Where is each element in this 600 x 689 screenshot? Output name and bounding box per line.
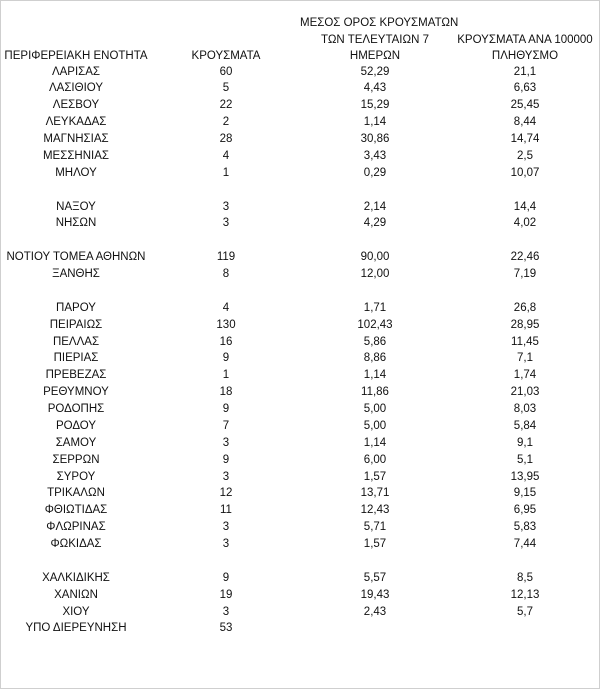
- region-cell: ΡΟΔΟΥ: [55, 419, 97, 432]
- avg7-cell: 1,57: [363, 538, 387, 550]
- per100k-cell: 14,4: [513, 200, 537, 213]
- header-avg7-line-3: ΗΜΕΡΩΝ: [349, 50, 401, 62]
- row-group: [0, 300, 600, 553]
- per100k-cell: 26,8: [513, 301, 537, 314]
- cases-cell: 3: [222, 200, 230, 213]
- region-cell: ΜΗΛΟΥ: [55, 166, 97, 179]
- table-row: [0, 502, 600, 519]
- per100k-cell: 21,03: [510, 386, 540, 399]
- table-row: [0, 401, 600, 418]
- table-header: [0, 1, 600, 65]
- header-avg7-line-2: ΤΩΝ ΤΕΛΕΥΤΑΙΩΝ 7: [321, 33, 429, 46]
- avg7-cell: 4,43: [363, 82, 387, 95]
- cases-cell: 3: [222, 605, 230, 618]
- row-group: [0, 249, 600, 283]
- region-cell: ΛΕΥΚΑΔΑΣ: [45, 116, 107, 129]
- region-cell: ΠΕΙΡΑΙΩΣ: [49, 318, 103, 331]
- row-group: [0, 570, 600, 638]
- header-cases: [152, 48, 300, 65]
- region-cell: ΣΑΜΟΥ: [55, 436, 97, 449]
- table-row: [0, 469, 600, 486]
- cases-cell: 9: [222, 453, 230, 466]
- region-cell: ΣΕΡΡΩΝ: [52, 453, 100, 466]
- region-cell: ΤΡΙΚΑΛΩΝ: [47, 487, 105, 500]
- cases-cell: 2: [222, 116, 230, 129]
- region-cell: ΦΛΩΡΙΝΑΣ: [46, 521, 106, 534]
- cases-cell: 12: [219, 487, 233, 500]
- table-row: [0, 384, 600, 401]
- avg7-cell: 12,00: [360, 268, 390, 280]
- table-row: [0, 452, 600, 469]
- table-row: [0, 367, 600, 384]
- table-row: [0, 114, 600, 131]
- table-row: [0, 604, 600, 621]
- per100k-cell: 7,44: [513, 538, 537, 550]
- cases-cell: 16: [219, 335, 233, 348]
- region-cell: ΜΕΣΣΗΝΙΑΣ: [42, 149, 110, 162]
- cases-cell: 11: [220, 504, 232, 517]
- table-row: [0, 620, 600, 637]
- per100k-cell: 8,5: [517, 571, 533, 584]
- avg7-cell: 13,71: [360, 487, 390, 500]
- cases-cell: 53: [219, 622, 233, 635]
- per100k-cell: 7,1: [517, 352, 533, 365]
- per100k-cell: 8,44: [513, 116, 537, 129]
- avg7-cell: 12,43: [360, 504, 390, 517]
- cases-cell: 5: [222, 82, 230, 95]
- cases-cell: 7: [222, 419, 230, 432]
- table-row: [0, 334, 600, 351]
- avg7-cell: 90,00: [360, 251, 390, 264]
- cases-cell: 119: [216, 251, 236, 264]
- per100k-cell: 4,02: [513, 217, 537, 230]
- per100k-cell: 7,19: [513, 268, 537, 280]
- header-per100k-line-2: ΠΛΗΘΥΣΜΟ: [491, 50, 559, 62]
- per100k-cell: 21,1: [513, 65, 537, 78]
- region-cell: ΠΑΡΟΥ: [56, 301, 96, 314]
- region-cell: ΝΟΤΙΟΥ ΤΟΜΕΑ ΑΘΗΝΩΝ: [6, 251, 146, 264]
- table-row: [0, 215, 600, 232]
- header-region: [0, 48, 152, 65]
- avg7-cell: 5,71: [363, 521, 387, 534]
- cases-cell: 3: [222, 470, 230, 483]
- table-row: [0, 199, 600, 216]
- avg7-cell: 5,86: [363, 335, 387, 348]
- table-row: [0, 249, 600, 266]
- per100k-cell: 22,46: [510, 251, 540, 264]
- per100k-cell: 5,84: [513, 419, 537, 432]
- avg7-cell: 2,14: [363, 200, 387, 213]
- avg7-cell: 19,43: [360, 588, 390, 601]
- avg7-cell: [300, 620, 450, 637]
- table-body: [0, 64, 600, 638]
- header-avg7-line-1: ΜΕΣΟΣ ΟΡΟΣ ΚΡΟΥΣΜΑΤΩΝ: [300, 17, 459, 29]
- avg7-cell: 5,00: [363, 419, 387, 432]
- avg7-cell: 8,86: [363, 352, 387, 365]
- per100k-cell: 14,74: [510, 133, 540, 145]
- avg7-cell: 1,57: [363, 470, 387, 483]
- region-cell: ΠΙΕΡΙΑΣ: [53, 352, 99, 365]
- region-cell: ΦΘΙΩΤΙΔΑΣ: [44, 504, 108, 517]
- table-row: [0, 587, 600, 604]
- cases-cell: 3: [222, 521, 230, 534]
- cases-cell: 9: [222, 352, 230, 365]
- per100k-cell: 11,45: [511, 335, 539, 348]
- avg7-cell: 5,57: [363, 571, 387, 584]
- per100k-cell: 28,95: [510, 318, 540, 331]
- table-row: [0, 536, 600, 553]
- cases-cell: 130: [216, 318, 236, 331]
- per100k-cell: 5,7: [517, 605, 533, 618]
- avg7-cell: 102,43: [357, 318, 393, 331]
- table-row: [0, 519, 600, 536]
- table-row: [0, 570, 600, 587]
- cases-cell: 28: [219, 133, 233, 145]
- avg7-cell: 1,71: [363, 301, 387, 314]
- per100k-cell: 25,45: [510, 99, 540, 112]
- cases-cell: 8: [222, 268, 230, 280]
- region-cell: ΧΙΟΥ: [62, 605, 90, 618]
- avg7-cell: 3,43: [363, 149, 387, 162]
- header-avg7: [300, 15, 459, 65]
- region-cell: ΝΑΞΟΥ: [56, 200, 96, 213]
- per100k-cell: 12,13: [510, 588, 540, 601]
- region-cell: ΛΑΡΙΣΑΣ: [51, 65, 101, 78]
- cases-cell: 3: [222, 538, 230, 550]
- per100k-cell: 8,03: [513, 403, 537, 415]
- per100k-cell: 9,1: [517, 436, 533, 449]
- avg7-cell: 52,29: [360, 65, 390, 78]
- table-row: [0, 165, 600, 182]
- row-group: [0, 199, 600, 233]
- per100k-cell: 13,95: [510, 470, 540, 483]
- row-group: [0, 64, 600, 182]
- table-row: [0, 350, 600, 367]
- table-row: [0, 418, 600, 435]
- cases-cell: 9: [222, 571, 230, 584]
- table-row: [0, 317, 600, 334]
- avg7-cell: 0,29: [363, 166, 387, 179]
- region-cell: ΠΡΕΒΕΖΑΣ: [45, 369, 107, 382]
- per100k-cell: [450, 620, 600, 637]
- cases-cell: 19: [219, 588, 233, 601]
- per100k-cell: 9,15: [513, 487, 537, 500]
- avg7-cell: 1,14: [363, 369, 387, 382]
- avg7-cell: 5,00: [363, 403, 387, 415]
- avg7-cell: 15,29: [360, 99, 390, 112]
- cases-cell: 3: [222, 217, 230, 230]
- table-row: [0, 64, 600, 81]
- per100k-cell: 6,95: [513, 504, 537, 517]
- region-cell: ΧΑΛΚΙΔΙΚΗΣ: [42, 571, 110, 584]
- cases-cell: 9: [222, 403, 230, 415]
- region-cell: ΧΑΝΙΩΝ: [54, 588, 98, 601]
- region-cell: ΣΥΡΟΥ: [56, 470, 96, 483]
- table-row: [0, 435, 600, 452]
- per100k-cell: 10,07: [510, 166, 540, 179]
- region-cell: ΛΕΣΒΟΥ: [52, 99, 100, 112]
- region-cell: ΡΟΔΟΠΗΣ: [47, 403, 105, 415]
- avg7-cell: 2,43: [363, 605, 387, 618]
- cases-cell: 1: [222, 166, 230, 179]
- avg7-cell: 30,86: [360, 133, 390, 145]
- avg7-cell: 1,14: [363, 436, 387, 449]
- cases-cell: 60: [219, 65, 233, 78]
- table-row: [0, 266, 600, 283]
- per100k-cell: 5,1: [517, 453, 533, 466]
- cases-cell: 18: [219, 386, 233, 399]
- header-cases-line: ΚΡΟΥΣΜΑΤΑ: [191, 50, 261, 62]
- cases-cell: 3: [222, 436, 230, 449]
- table-row: [0, 148, 600, 165]
- per100k-cell: 2,5: [517, 149, 533, 162]
- table-row: [0, 300, 600, 317]
- region-cell: ΡΕΘΥΜΝΟΥ: [43, 386, 109, 399]
- avg7-cell: 1,14: [363, 116, 387, 129]
- region-cell: ΞΑΝΘΗΣ: [52, 268, 100, 280]
- region-cell: ΦΩΚΙΔΑΣ: [50, 538, 102, 550]
- header-per100k: [450, 32, 600, 65]
- per100k-cell: 1,74: [513, 369, 537, 382]
- table-row: [0, 131, 600, 148]
- avg7-cell: 6,00: [363, 453, 387, 466]
- per100k-cell: 5,83: [513, 521, 537, 534]
- table-row: [0, 80, 600, 97]
- cases-cell: 4: [222, 301, 230, 314]
- avg7-cell: 4,29: [363, 217, 387, 230]
- avg7-cell: 11,86: [361, 386, 389, 399]
- table-row: [0, 485, 600, 502]
- header-region-line: ΠΕΡΙΦΕΡΕΙΑΚΗ ΕΝΟΤΗΤΑ: [4, 50, 148, 62]
- region-cell: ΜΑΓΝΗΣΙΑΣ: [43, 133, 109, 145]
- cases-cell: 4: [222, 149, 230, 162]
- region-cell: ΥΠΟ ΔΙΕΡΕΥΝΗΣΗ: [25, 622, 127, 635]
- per100k-cell: 6,63: [513, 82, 537, 95]
- region-cell: ΝΗΣΩΝ: [55, 217, 97, 230]
- region-cell: ΠΕΛΛΑΣ: [52, 335, 100, 348]
- region-cell: ΛΑΣΙΘΙΟΥ: [48, 82, 104, 95]
- cases-cell: 22: [219, 99, 233, 112]
- cases-cell: 1: [222, 369, 230, 382]
- table-row: [0, 97, 600, 114]
- header-per100k-line-1: ΚΡΟΥΣΜΑΤΑ ΑΝΑ 100000: [457, 33, 593, 46]
